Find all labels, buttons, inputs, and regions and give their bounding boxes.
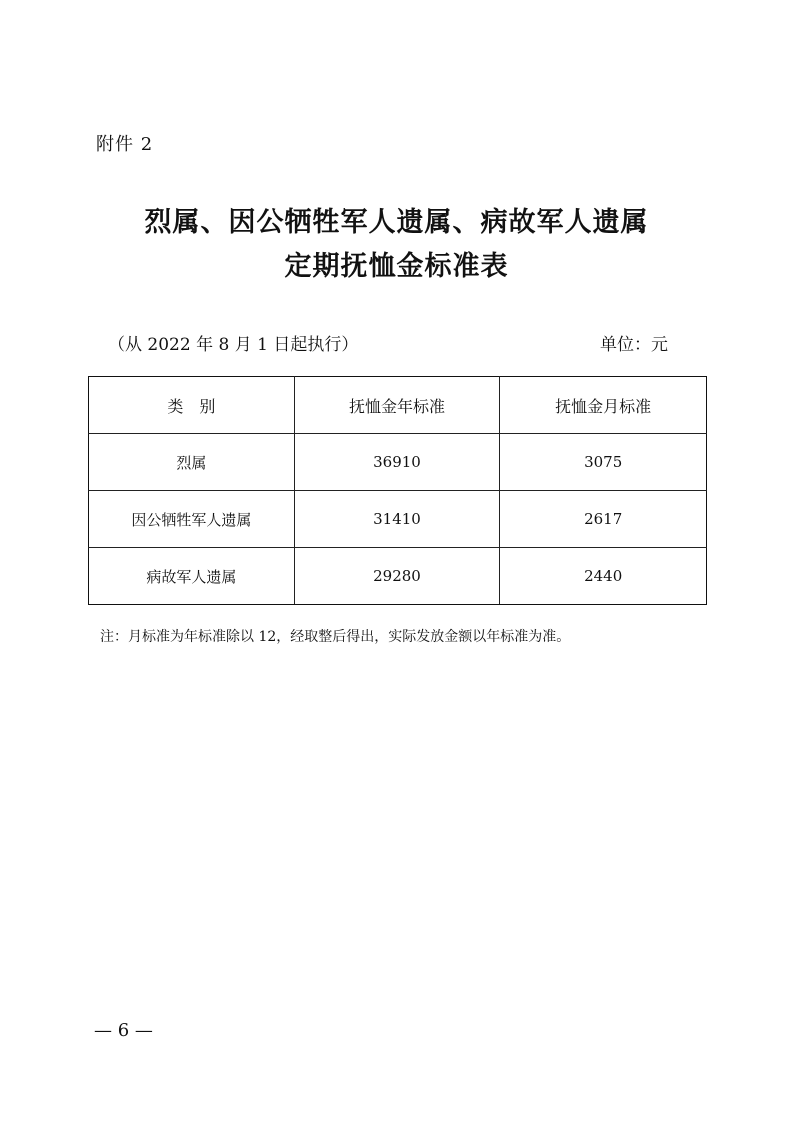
row-annual-value: 29280 [294,548,500,605]
document-title-line-1: 烈属、因公牺牲军人遗属、病故军人遗属 [144,207,649,238]
row-category: 烈属 [89,434,295,491]
row-annual-value: 36910 [294,434,500,491]
row-monthly-value: 2617 [500,491,707,548]
table-row [89,548,707,605]
header-category: 类 别 [89,377,295,434]
header-annual-standard: 抚恤金年标准 [294,377,500,434]
unit-label: 单位：元 [600,335,668,355]
pension-standards-table [88,376,707,605]
row-monthly-value: 2440 [500,548,707,605]
table-note: 注：月标准为年标准除以 12，经取整后得出，实际发放金额以年标准为准。 [100,629,571,645]
row-category: 病故军人遗属 [89,548,295,605]
row-annual-value: 31410 [294,491,500,548]
document-title-line-2: 定期抚恤金标准表 [284,251,509,282]
table-row [89,491,707,548]
table-row [89,434,707,491]
row-monthly-value: 3075 [500,434,707,491]
attachment-label: 附件 2 [96,134,154,155]
row-category: 因公牺牲军人遗属 [89,491,295,548]
header-monthly-standard: 抚恤金月标准 [500,377,707,434]
effective-date: （从 2022 年 8 月 1 日起执行） [108,335,359,355]
page-number: — 6 — [94,1020,153,1041]
table-header-row [89,377,707,434]
